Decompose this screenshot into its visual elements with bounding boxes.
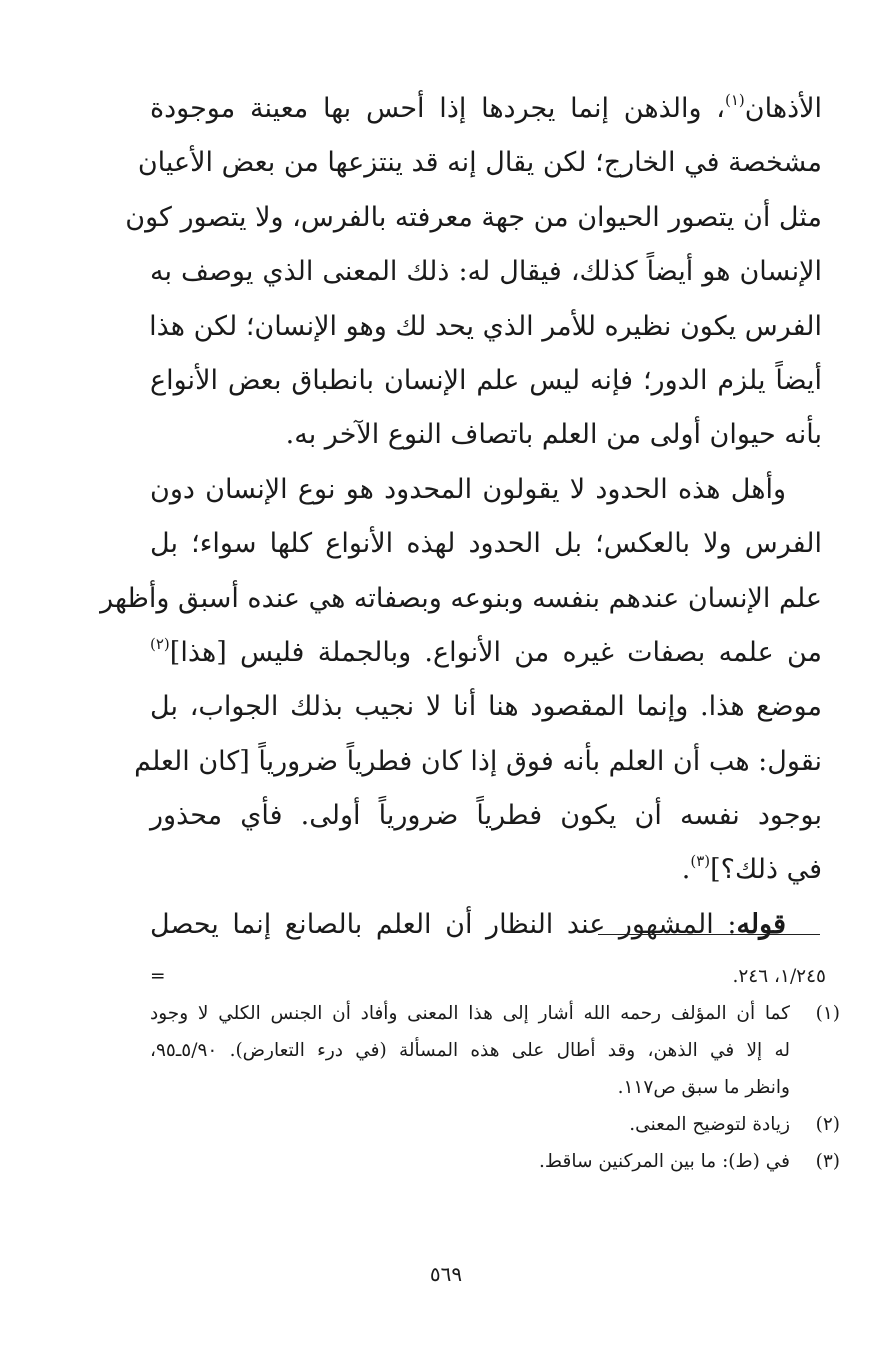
text-segment: في ذلك؟] [710,854,822,886]
footnote-line: وانظر ما سبق ص١١٧. [617,1077,790,1098]
footnote-ref[interactable]: (١) [725,91,745,109]
text-line: مثل أن يتصور الحيوان من جهة معرفته بالفرس، ولا يتصور كون [125,201,822,233]
text-line: الفرس ولا بالعكس؛ بل الحدود لهذه الأنواع كلها سواء؛ بل [150,528,822,560]
footnote-item [150,1106,840,1143]
footnote-ref[interactable]: (٢) [150,634,170,653]
text-line: بأنه حيوان أولى من العلم باتصاف النوع الآخر به. [285,419,822,451]
text-line: بوجود نفسه أن يكون فطرياً ضرورياً أولى. فأي محذور [150,800,822,832]
text-line: وأهل هذه الحدود لا يقولون المحدود هو نوع الإنسان دون [150,473,786,505]
text-segment: . [681,854,691,886]
footnote-line: في (ط): ما بين المركنين ساقط. [539,1151,790,1172]
footnote-number: (١) [815,1003,840,1024]
text-segment: الأذهان [744,93,822,124]
footnote-body [150,1106,790,1143]
text-segment: : المشهور عند النظار أن العلم بالصانع إنما يحصل [150,908,737,940]
text-line: مشخصة في الخارج؛ لكن يقال إنه قد ينتزعها من بعض الأعيان [137,147,822,179]
continuation-text: ١/٢٤٥، ٢٤٦. [732,966,826,987]
bold-lead: قوله [736,908,786,940]
text-segment: ، والذهن إنما يجردها إذا أحس بها معينة موجودة [150,93,725,124]
footnote-line: كما أن المؤلف رحمه الله أشار إلى هذا المعنى وأفاد أن الجنس الكلي لا وجود [150,1003,790,1024]
page-number: ٥٦٩ [429,1262,463,1286]
footnote-item [150,1143,840,1180]
text-line: علم الإنسان عندهم بنفسه وبنوعه وبصفاته هي عنده أسبق وأظهر [100,582,822,614]
footnote-body [150,995,790,1106]
text-line [150,843,822,897]
footnote-number: (٣) [815,1151,840,1172]
footnote-ref[interactable]: (٣) [690,852,711,871]
text-line [150,82,822,136]
text-line: الإنسان هو أيضاً كذلك، فيقال له: ذلك المعنى الذي يوصف به [150,256,822,288]
footnote-body [150,1143,790,1180]
footnote-line: زيادة لتوضيح المعنى. [629,1114,790,1135]
footnotes [150,958,840,1180]
text-segment: من علمه بصفات غيره من الأنواع. وبالجملة فليس [هذا] [169,636,822,668]
text-line: الفرس يكون نظيره للأمر الذي يحد لك وهو الإنسان؛ لكن هذا [149,310,822,342]
text-line: أيضاً يلزم الدور؛ فإنه ليس علم الإنسان بانطباق بعض الأنواع [150,364,822,396]
text-line [150,898,822,952]
text-line: نقول: هب أن العلم بأنه فوق إذا كان فطرياً ضرورياً [كان العلم [134,745,822,777]
footnote-line: له إلا في الذهن، وقد أطال على هذه المسألة (في درء التعارض). ٥/٩٠ـ٩٥، [150,1040,790,1061]
continuation-mark: = [150,966,166,987]
footnote-separator [598,934,820,935]
footnote-item [150,995,840,1106]
main-text [100,82,822,952]
text-line [150,626,822,680]
text-line: موضع هذا. وإنما المقصود هنا أنا لا نجيب بذلك الجواب، بل [150,691,822,723]
footnote-continuation [150,958,840,995]
footnote-number: (٢) [815,1114,840,1135]
